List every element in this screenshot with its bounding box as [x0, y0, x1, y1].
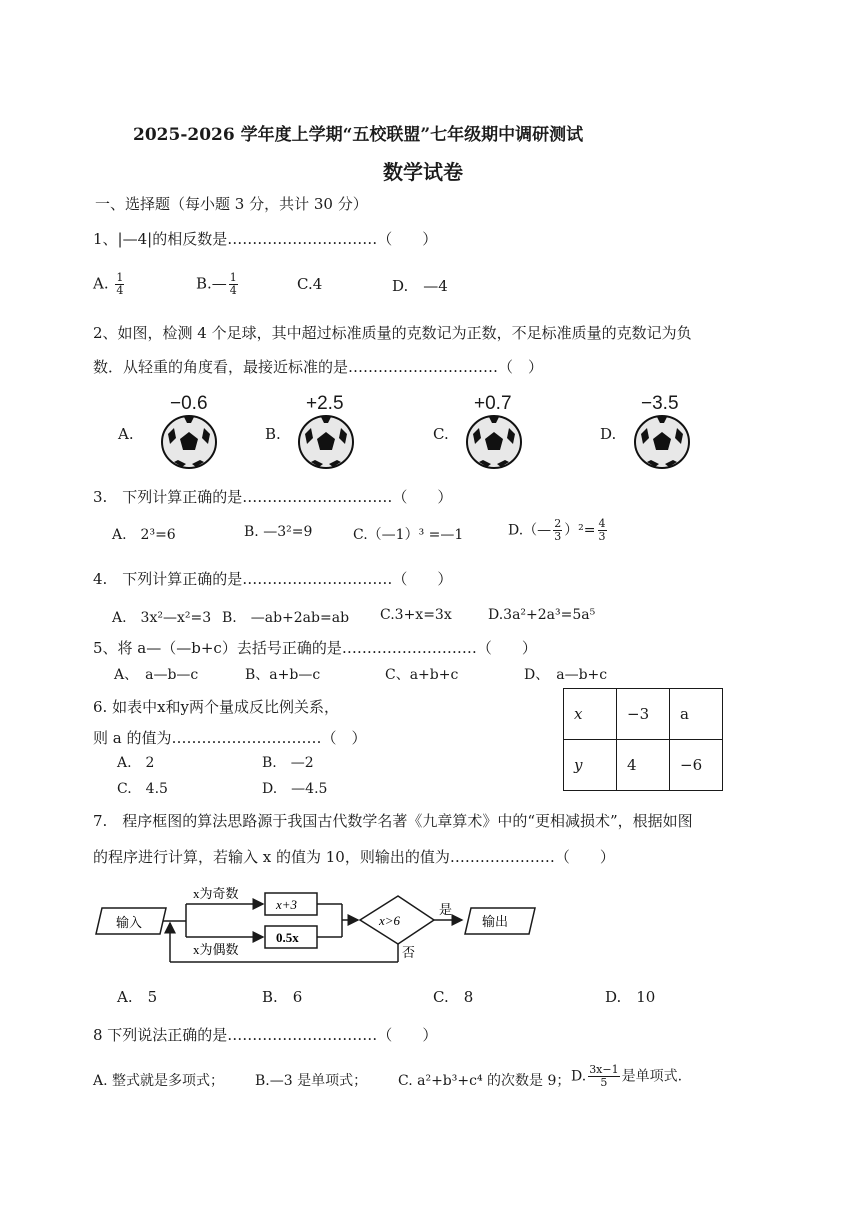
q4-option-a: A. 3x²—x²=3	[112, 610, 212, 626]
q3-option-a: A. 2³=6	[112, 527, 176, 543]
q1-stem: 1、|—4|的相反数是…………………………（ ）	[93, 230, 438, 248]
q6-option-d: D. —4.5	[262, 781, 328, 797]
q1-option-d: D. —4	[392, 277, 448, 295]
q5-option-d: D、 a—b+c	[524, 667, 608, 683]
table-cell: 4	[617, 740, 670, 791]
table-cell: x	[564, 689, 617, 740]
table-cell: −6	[670, 740, 723, 791]
q7-option-d: D. 10	[605, 988, 656, 1006]
q4-option-d: D.3a²+2a³=5a⁵	[488, 607, 596, 623]
q2-value-d: −3.5	[641, 393, 679, 414]
table-cell: a	[670, 689, 723, 740]
table-row	[564, 689, 723, 740]
flow-output-label: 输出	[482, 914, 509, 929]
q5-option-b: B、a+b—c	[245, 667, 321, 683]
soccer-ball-icon	[297, 414, 355, 470]
flow-op-add: x+3	[276, 897, 298, 912]
q5-stem: 5、将 a—（—b+c）去括号正确的是………………………（ ）	[93, 639, 537, 657]
soccer-ball-icon	[633, 414, 691, 470]
exam-subtitle: 数学试卷	[383, 160, 463, 184]
q7-option-c: C. 8	[433, 988, 474, 1006]
q1-option-a: A. $\frac{1}{4}$	[93, 271, 124, 297]
q6-stem-line1: 6. 如表中x和y两个量成反比例关系，	[93, 698, 340, 716]
flow-no-label: 否	[402, 945, 416, 960]
q7-stem-line1: 7. 程序框图的算法思路源于我国古代数学名著《九章算术》中的“更相减损术”，根据如图	[93, 812, 693, 830]
table-cell: y	[564, 740, 617, 791]
q5-option-c: C、a+b+c	[385, 667, 459, 683]
q4-option-b: B. —ab+2ab=ab	[222, 610, 350, 626]
q2-label-c: C.	[433, 425, 449, 443]
q6-table	[563, 688, 723, 791]
soccer-ball-icon	[160, 414, 218, 470]
table-cell: −3	[617, 689, 670, 740]
flow-odd-label: x为奇数	[193, 886, 239, 901]
q2-label-a: A.	[118, 425, 134, 443]
q6-option-b: B. —2	[262, 755, 314, 771]
flow-condition: x>6	[379, 913, 401, 928]
q2-stem-line1: 2、如图，检测 4 个足球，其中超过标准质量的克数记为正数，不足标准质量的克数记为负	[93, 324, 692, 342]
q5-option-a: A、 a—b—c	[114, 667, 199, 683]
soccer-ball-icon	[465, 414, 523, 470]
exam-title: 2025-2026 学年度上学期“五校联盟”七年级期中调研测试	[133, 125, 584, 145]
q8-option-d: D. $\frac{3x-1}{5}$ 是单项式.	[571, 1063, 683, 1089]
q6-option-c: C. 4.5	[117, 781, 168, 797]
section-heading: 一、选择题（每小题 3 分，共计 30 分）	[95, 195, 368, 213]
q1-option-b: B.— $\frac{1}{4}$	[196, 271, 237, 297]
q8-option-b: B.—3 是单项式；	[255, 1073, 368, 1089]
flow-input-label: 输入	[116, 915, 143, 930]
q1-option-c: C.4	[297, 275, 323, 293]
flow-yes-label: 是	[439, 902, 453, 917]
q7-stem-line2: 的程序进行计算，若输入 x 的值为 10，则输出的值为…………………（ ）	[93, 848, 615, 866]
q6-stem-line2: 则 a 的值为…………………………（ ）	[93, 729, 367, 747]
q8-stem: 8 下列说法正确的是…………………………（ ）	[93, 1026, 438, 1044]
q2-value-a: −0.6	[170, 393, 208, 414]
q3-stem: 3. 下列计算正确的是…………………………（ ）	[93, 488, 453, 506]
flow-even-label: x为偶数	[193, 942, 239, 957]
q3-option-c: C.（—1）³ =—1	[353, 527, 464, 543]
q4-option-c: C.3+x=3x	[380, 607, 452, 623]
q7-flowchart	[90, 882, 550, 972]
q2-stem-line2: 数．从轻重的角度看，最接近标准的是…………………………（ ）	[93, 358, 544, 376]
q8-option-a: A. 整式就是多项式；	[93, 1073, 225, 1089]
table-row	[564, 740, 723, 791]
q2-label-b: B.	[265, 425, 281, 443]
q7-option-b: B. 6	[262, 988, 303, 1006]
q3-option-b: B. —3²=9	[244, 524, 313, 540]
q6-option-a: A. 2	[117, 755, 155, 771]
q8-option-c: C. a²+b³+c⁴ 的次数是 9；	[398, 1073, 571, 1089]
q7-option-a: A. 5	[117, 988, 158, 1006]
flow-op-half: 0.5x	[276, 930, 299, 945]
q3-option-d: D.（— $\frac{2}{3}$ ）²= $\frac{4}{3}$	[508, 517, 606, 543]
q2-value-c: +0.7	[474, 393, 512, 414]
q2-label-d: D.	[600, 425, 617, 443]
q4-stem: 4. 下列计算正确的是…………………………（ ）	[93, 570, 453, 588]
q2-value-b: +2.5	[306, 393, 344, 414]
